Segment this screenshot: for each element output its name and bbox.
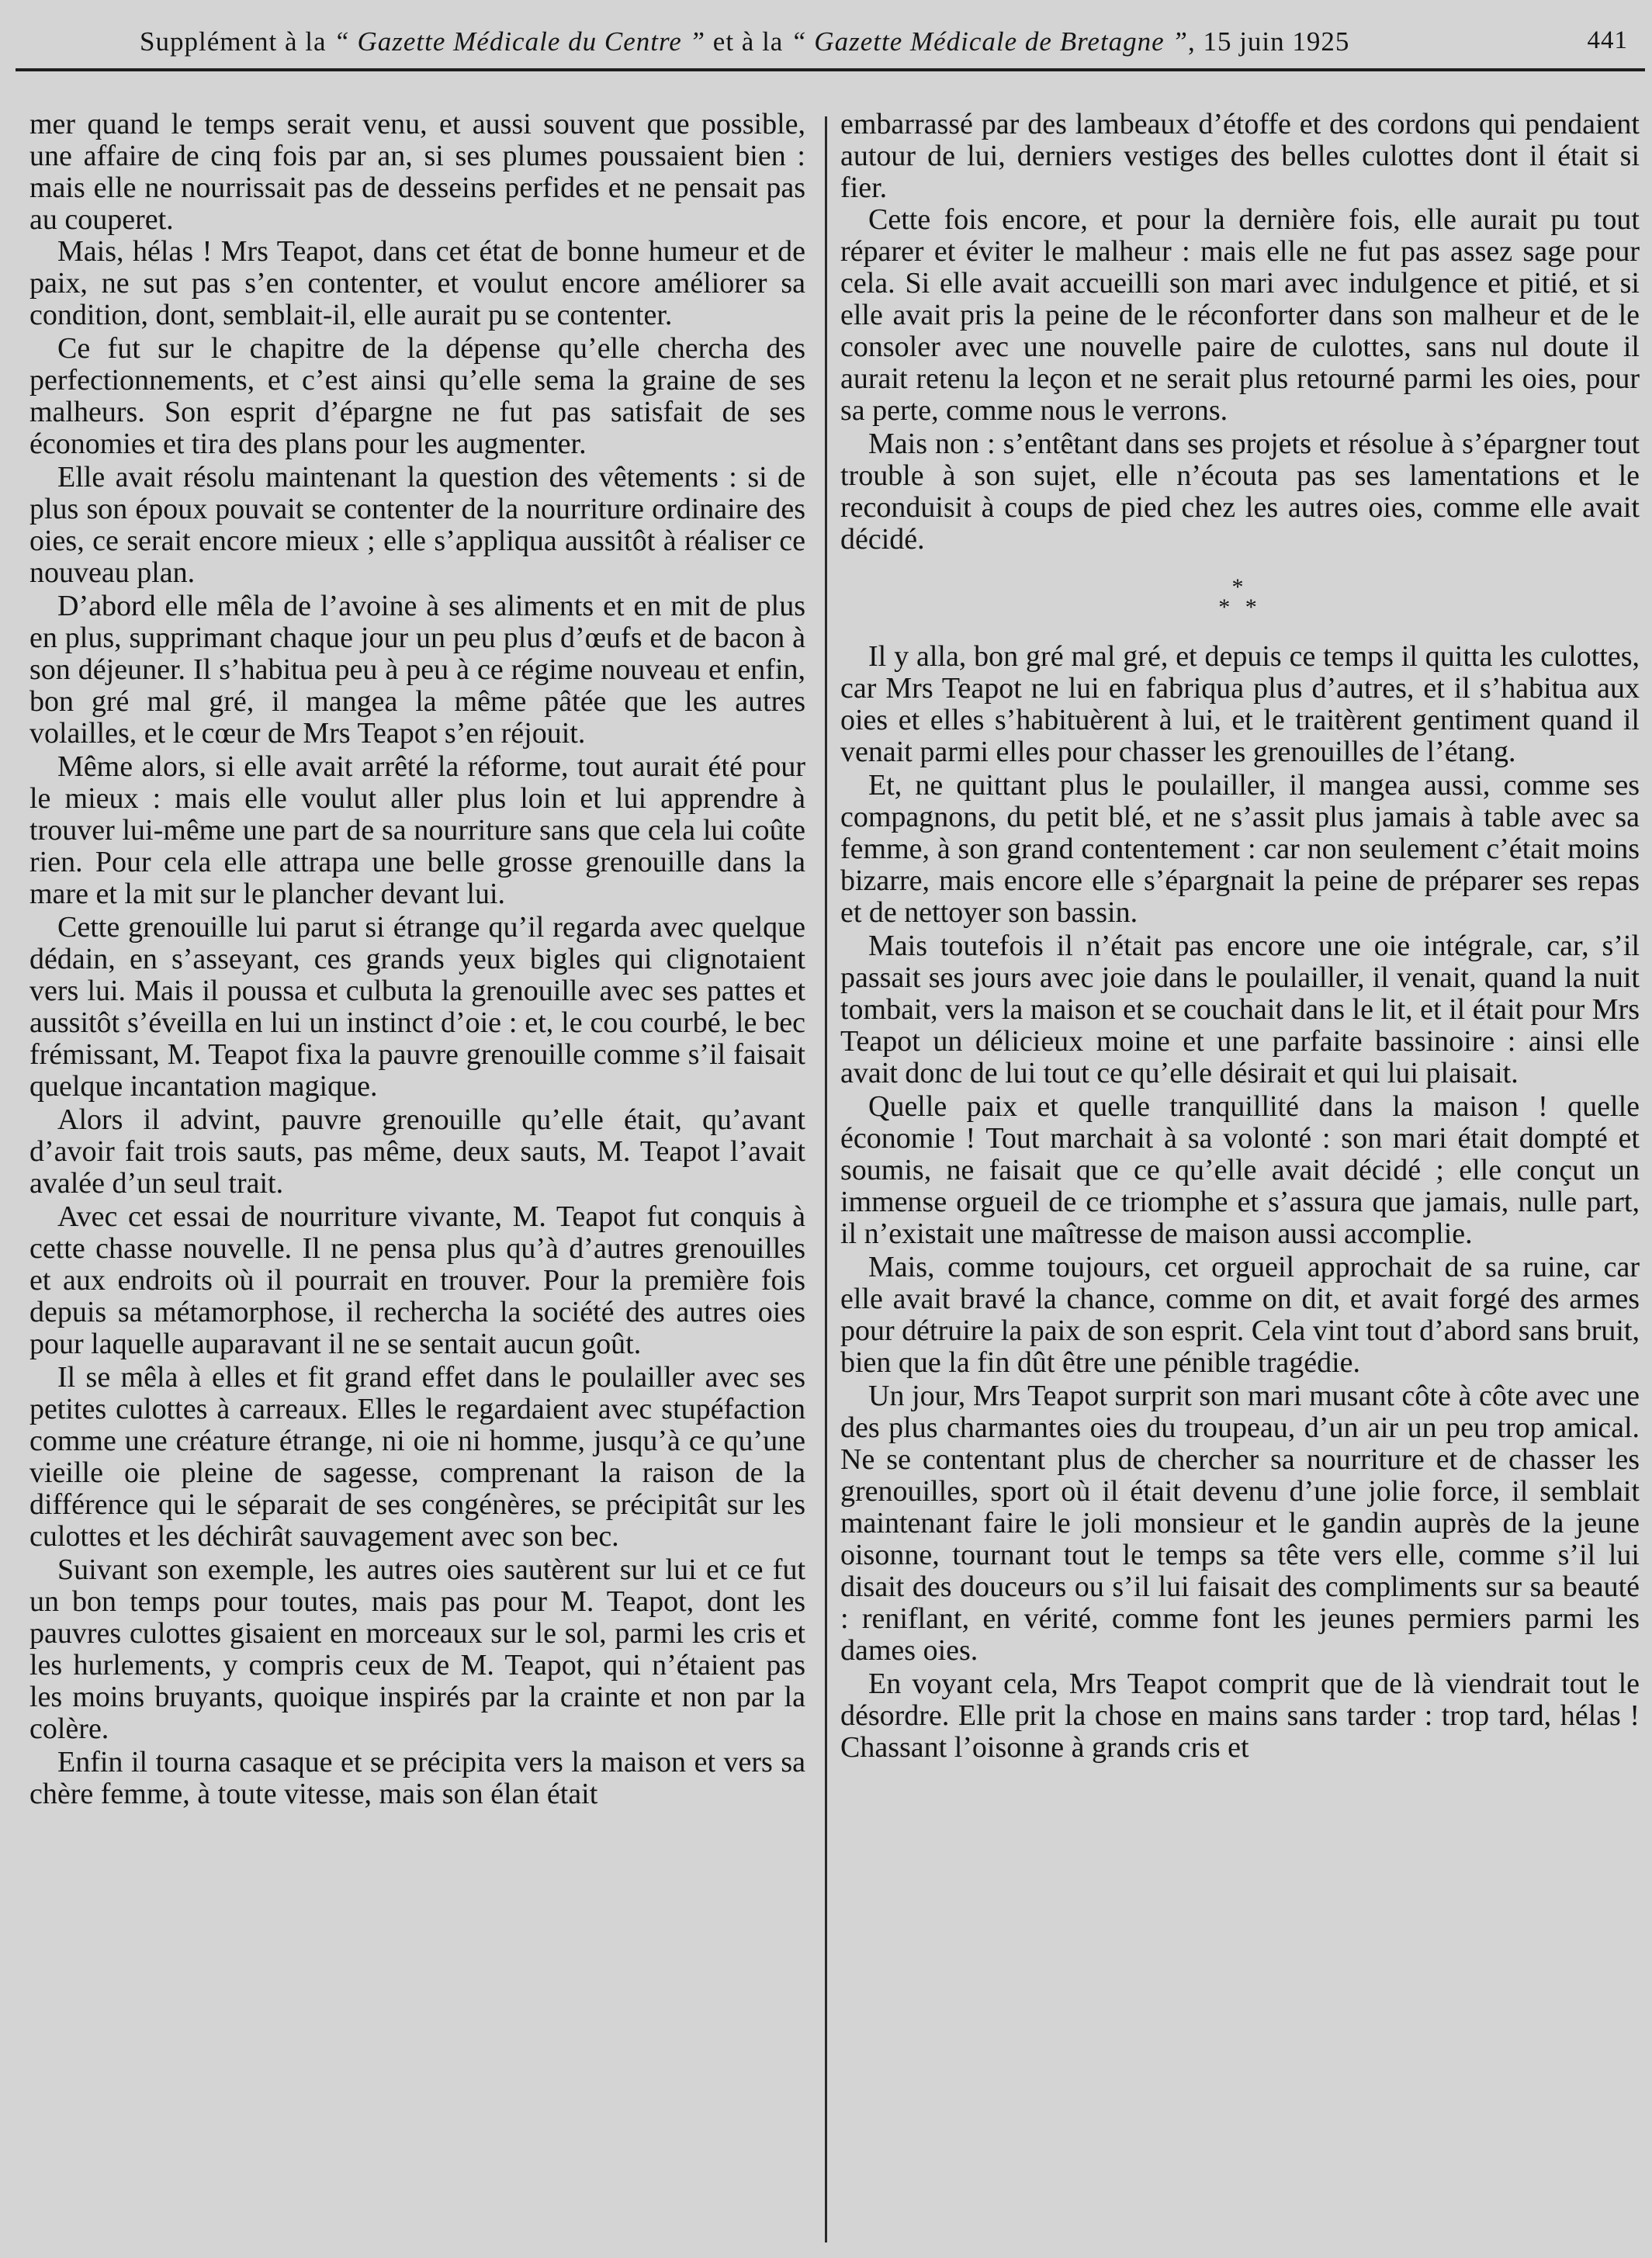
header-conjunction: et à la [712,26,784,57]
header-date: , 15 juin 1925 [1187,26,1350,57]
paragraph: Et, ne quittant plus le poulailler, il mangea aussi, comme ses compagnons, du petit blé, et ne s’assit plus jamais à table avec sa femme, à son grand contentement : car non seulement c’était moins bizarre, mais encore elle s’épargnait la peine de préparer ses repas et de nettoyer son bassin. [840,769,1640,929]
section-break-asterisks [840,574,1640,620]
paragraph: Avec cet essai de nourriture vivante, M. Teapot fut conquis à cette chasse nouvelle. Il ne pensa plus qu’à d’autres grenouilles et aux endroits où il pourrait en trouver. Pour la première fois depuis sa métamorphose, il rechercha la société des autres oies pour laquelle auparavant il ne se sentait aucun goût. [29,1200,805,1360]
paragraph: Enfin il tourna casaque et se précipita vers la maison et vers sa chère femme, à toute vitesse, mais son élan était [29,1746,805,1810]
left-column [29,109,805,1810]
header-title [140,26,1349,57]
paragraph: Mais non : s’entêtant dans ses projets et résolue à s’épargner tout trouble à son sujet, elle n’écouta pas ses lamentations et le reconduisit à coups de pied chez les autres oies, comme elle avait décidé. [840,428,1640,556]
header-gazette-bretagne: “ Gazette Médicale de Bretagne ” [791,26,1188,57]
paragraph: mer quand le temps serait venu, et aussi souvent que possible, une affaire de cinq fois par an, si ses plumes poussaient bien : mais elle ne nourrissait pas de desseins perfides et ne pensait pas au couperet. [29,108,805,236]
header-prefix: Supplément à la [140,26,327,57]
header-gazette-centre: “ Gazette Médicale du Centre ” [334,26,706,57]
running-header [132,26,1628,64]
right-column [840,109,1640,1764]
paragraph: Elle avait résolu maintenant la question des vêtements : si de plus son époux pouvait se contenter de la nourriture ordinaire des oies, ce serait encore mieux ; elle s’appliqua aussitôt à réaliser ce nouveau plan. [29,461,805,589]
paragraph: Quelle paix et quelle tranquillité dans la maison ! quelle économie ! Tout marchait à sa volonté : son mari était dompté et soumis, ne faisait que ce qu’elle avait décidé ; elle conçut un immense orgueil de ce triomphe et s’assura que jamais, nulle part, il n’existait une maîtresse de maison aussi accomplie. [840,1090,1640,1250]
paragraph: Cette grenouille lui parut si étrange qu’il regarda avec quelque dédain, en s’asseyant, ces grands yeux bigles qui clignotaient vers lui. Mais il poussa et culbuta la grenouille avec ses pattes et aussitôt s’éveilla en lui un instinct d’oie : et, le cou courbé, le bec frémissant, M. Teapot fixa la pauvre grenouille comme s’il faisait quelque incantation magique. [29,911,805,1103]
header-rule [16,68,1645,71]
paragraph: Un jour, Mrs Teapot surprit son mari musant côte à côte avec une des plus charmantes oies du troupeau, d’un air un peu trop amical. Ne se contentant plus de chercher sa nourriture et de chasser les grenouilles, sport où il était devenu d’une jolie force, il semblait maintenant faire le joli monsieur et le gandin auprès de la jeune oisonne, tournant tout le temps sa tête vers elle, comme s’il lui disait des douceurs ou s’il lui faisait des compliments sur sa beauté : reniflant, en vérité, comme font les jeunes permiers parmi les dames oies. [840,1380,1640,1667]
page-number: 441 [1587,26,1628,54]
paragraph: D’abord elle mêla de l’avoine à ses aliments et en mit de plus en plus, supprimant chaque jour un peu plus d’œufs et de bacon à son déjeuner. Il s’habitua peu à peu à ce régime nouveau et enfin, bon gré mal gré, il mangea la même pâtée que les autres volailles, et le cœur de Mrs Teapot s’en réjouit. [29,590,805,750]
paragraph: En voyant cela, Mrs Teapot comprit que de là viendrait tout le désordre. Elle prit la chose en mains sans tarder : trop tard, hélas ! Chassant l’oisonne à grands cris et [840,1668,1640,1764]
paragraph: Mais toutefois il n’était pas encore une oie intégrale, car, s’il passait ses jours avec joie dans le poulailler, il venait, quand la nuit tombait, vers la maison et se couchait dans le lit, et il était pour Mrs Teapot un délicieux moine et une parfaite bassinoire : ainsi elle avait donc de lui tout ce qu’elle désirait et qui lui plaisait. [840,930,1640,1089]
paragraph: Alors il advint, pauvre grenouille qu’elle était, qu’avant d’avoir fait trois sauts, pas même, deux sauts, M. Teapot l’avait avalée d’un seul trait. [29,1103,805,1200]
paragraph: Il y alla, bon gré mal gré, et depuis ce temps il quitta les culottes, car Mrs Teapot ne lui en fabriqua plus d’autres, et il s’habitua aux oies et elles s’habituèrent à lui, et le traitèrent gentiment quand il venait parmi elles pour chasser les grenouilles de l’étang. [840,640,1640,768]
asterism-bottom: * * [1218,594,1262,620]
paragraph: Même alors, si elle avait arrêté la réforme, tout aurait été pour le mieux : mais elle voulut aller plus loin et lui apprendre à trouver lui-même une part de sa nourriture sans que cela lui coûte rien. Pour cela elle attrapa une belle grosse grenouille dans la mare et la mit sur le plancher devant lui. [29,750,805,910]
paragraph: Suivant son exemple, les autres oies sautèrent sur lui et ce fut un bon temps pour toutes, mais pas pour M. Teapot, dont les pauvres culottes gisaient en morceaux sur le sol, parmi les cris et les hurlements, y compris ceux de M. Teapot, qui n’étaient pas les moins bruyants, quoique inspirés par la crainte et non par la colère. [29,1553,805,1745]
paragraph: embarrassé par des lambeaux d’étoffe et des cordons qui pendaient autour de lui, derniers vestiges des belles culottes dont il était si fier. [840,108,1640,204]
paragraph: Ce fut sur le chapitre de la dépense qu’elle chercha des perfectionnements, et c’est ainsi qu’elle sema la graine de ses malheurs. Son esprit d’épargne ne fut pas satisfait de ses économies et tira des plans pour les augmenter. [29,332,805,460]
asterism-top: * [1231,574,1249,600]
paragraph: Cette fois encore, et pour la dernière fois, elle aurait pu tout réparer et éviter le malheur : mais elle ne fut pas assez sage pour cela. Si elle avait accueilli son mari avec indulgence et pitié, et si elle avait pris la peine de le réconforter dans son malheur et de le consoler avec une nouvelle paire de culottes, sans nul doute il aurait retenu la leçon et ne serait plus retourné parmi les oies, pour sa perte, comme nous le verrons. [840,203,1640,427]
paragraph: Mais, hélas ! Mrs Teapot, dans cet état de bonne humeur et de paix, ne sut pas s’en contenter, et voulut encore améliorer sa condition, dont, semblait-il, elle aurait pu se contenter. [29,235,805,331]
column-divider [825,116,827,2242]
paragraph: Il se mêla à elles et fit grand effet dans le poulailler avec ses petites culottes à carreaux. Elles le regardaient avec stupéfaction comme une créature étrange, ni oie ni homme, jusqu’à ce qu’une vieille oie pleine de sagesse, comprenant la raison de la différence qui le séparait de ses congénères, se précipitât sur les culottes et les déchirât sauvagement avec son bec. [29,1361,805,1553]
paragraph: Mais, comme toujours, cet orgueil approchait de sa ruine, car elle avait bravé la chance, comme on dit, et avait forgé des armes pour détruire la paix de son esprit. Cela vint tout d’abord sans bruit, bien que la fin dût être une pénible tragédie. [840,1251,1640,1379]
